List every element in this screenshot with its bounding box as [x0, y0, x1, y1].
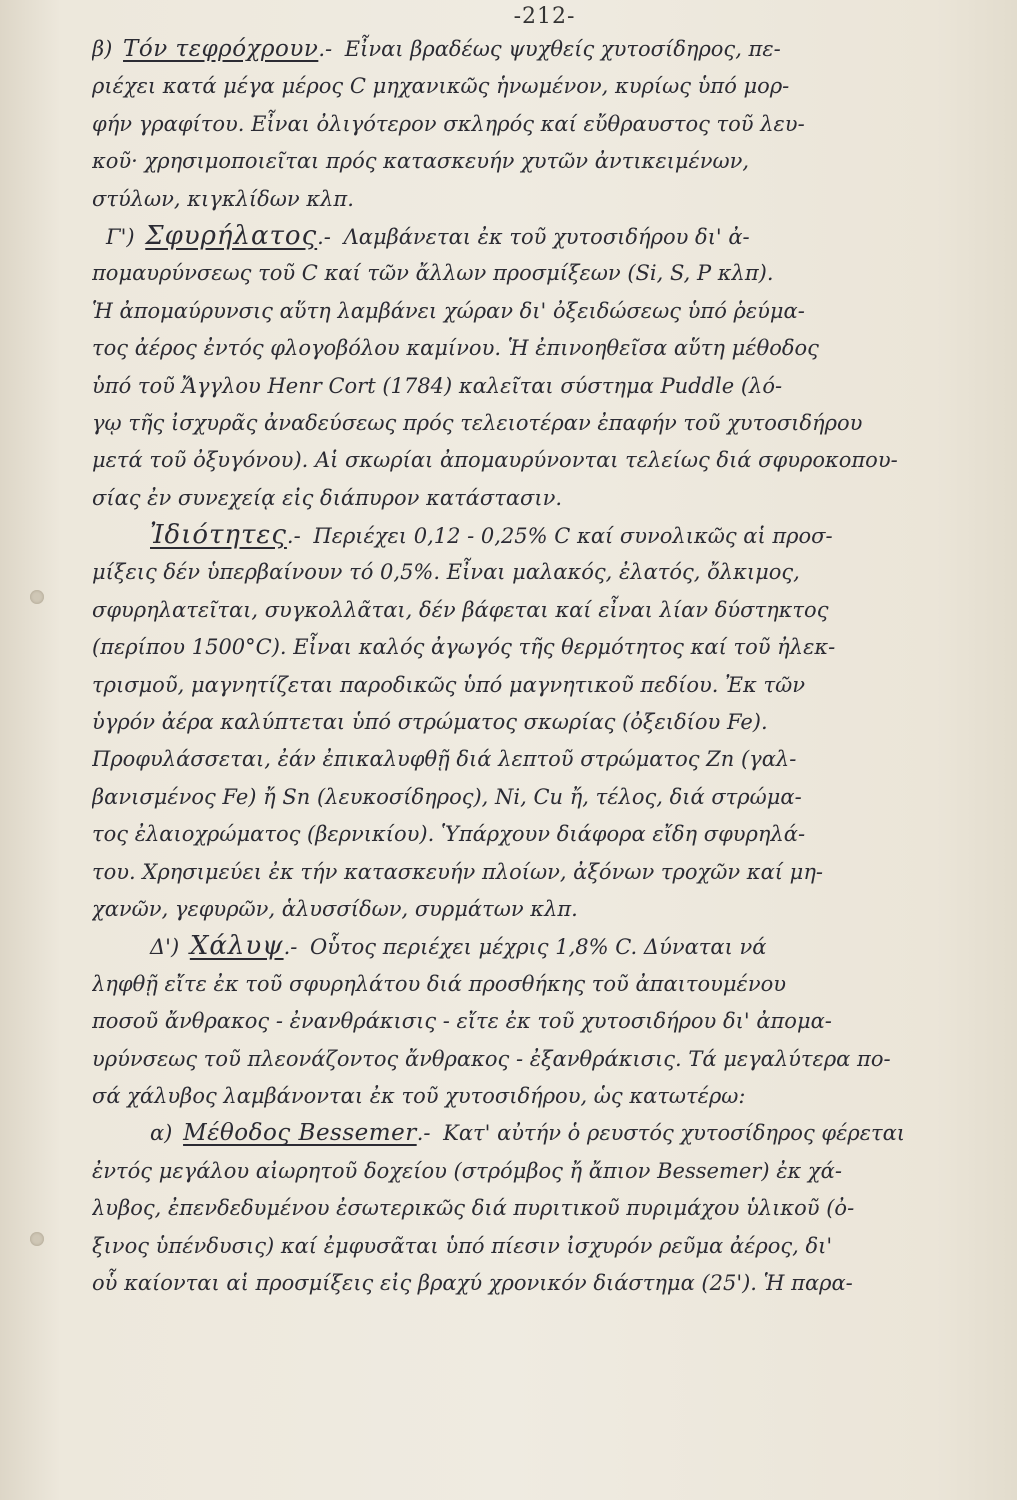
text-line: σφυρηλατεῖται, συγκολλᾶται, δέν βάφεται καί εἶναι λίαν δύστηκτος	[92, 597, 829, 622]
text-line: ξινος ὑπένδυσις) καί ἐμφυσᾶται ὑπό πίεσιν ἰσχυρόν ρεῦμα ἀέρος, δι'	[92, 1233, 833, 1258]
text-line: ὑγρόν ἀέρα καλύπτεται ὑπό στρώματος σκωρίας (ὀξειδίου Fe).	[92, 710, 768, 735]
text-line: σίας ἐν συνεχείᾳ εἰς διάπυρον κατάστασιν.	[92, 485, 563, 510]
page-number: -212-	[513, 4, 576, 29]
line-text: Λαμβάνεται ἐκ τοῦ χυτοσιδήρου δι' ἀ-	[343, 224, 750, 249]
line-text: Κατ' αὐτήν ὁ ρευστός χυτοσίδηρος φέρεται	[443, 1121, 906, 1146]
section-marker: Γ')	[106, 224, 135, 249]
text-line: ἐντός μεγάλου αἰωρητοῦ δοχείου (στρόμβος ἤ ἄπιον Bessemer) ἐκ χά-	[92, 1158, 842, 1183]
text-line: σά χάλυβος λαμβάνονται ἐκ τοῦ χυτοσιδήρου, ὡς κατωτέρω:	[92, 1083, 746, 1108]
heading-dash: .-	[286, 524, 301, 549]
text-line: τος ἀέρος ἐντός φλογοβόλου καμίνου. Ἡ ἐπινοηθεῖσα αὕτη μέθοδος	[92, 336, 819, 361]
text-line	[92, 218, 997, 255]
binder-hole	[30, 1232, 44, 1246]
section-marker: β)	[92, 37, 113, 61]
text-line: μίξεις δέν ὑπερβαίνουν τό 0,5%. Εἶναι μαλακός, ἐλατός, ὄλκιμος,	[92, 560, 800, 585]
text-line: (περίπου 1500°C). Εἶναι καλός ἀγωγός τῆς θερμότητος καί τοῦ ἠλεκ-	[92, 635, 836, 660]
text-line: στύλων, κιγκλίδων κλπ.	[92, 186, 354, 211]
heading-dash: .-	[318, 37, 333, 61]
text-line: οὗ καίονται αἱ προσμίξεις εἰς βραχύ χρονικόν διάστημα (25'). Ἡ παρα-	[92, 1270, 853, 1295]
text-line: υρύνσεως τοῦ πλεονάζοντος ἄνθρακος - ἐξανθράκισις. Τά μεγαλύτερα πο-	[92, 1046, 891, 1071]
section-heading: Σφυρήλατος	[145, 220, 318, 251]
text-line: ὑπό τοῦ Ἄγγλου Henr Cort (1784) καλεῖται σύστημα Puddle (λό-	[92, 373, 783, 398]
text-line: λυβος, ἐπενδεδυμένου ἐσωτερικῶς διά πυριτικοῦ πυριμάχου ὑλικοῦ (ὀ-	[92, 1196, 855, 1221]
section-heading: Τόν τεφρόχρουν	[123, 36, 319, 62]
text-line: Ἡ ἀπομαύρυνσις αὕτη λαμβάνει χώραν δι' ὀξειδώσεως ὑπό ῥεύμα-	[92, 298, 805, 323]
heading-dash: .-	[416, 1121, 431, 1146]
text-line: ποσοῦ ἄνθρακος - ἐνανθράκισις - εἴτε ἐκ τοῦ χυτοσιδήρου δι' ἀπομα-	[92, 1009, 832, 1034]
text-line: μετά τοῦ ὀξυγόνου). Αἱ σκωρίαι ἀπομαυρύνονται τελείως διά σφυροκοπου-	[92, 448, 898, 473]
text-line: βανισμένος Fe) ἤ Sn (λευκοσίδηρος), Ni, Cu ἤ, τέλος, διά στρώμα-	[92, 784, 802, 809]
text-line: τρισμοῦ, μαγνητίζεται παροδικῶς ὑπό μαγνητικοῦ πεδίου. Ἐκ τῶν	[92, 672, 805, 697]
line-text: Οὗτος περιέχει μέχρις 1,8% C. Δύναται νά	[310, 935, 767, 960]
section-alpha	[92, 1115, 997, 1302]
line-text: Εἶναι βραδέως ψυχθείς χυτοσίδηρος, πε-	[344, 37, 781, 61]
section-heading: Μέθοδος Bessemer	[183, 1120, 417, 1147]
text-line: Προφυλάσσεται, ἐάν ἐπικαλυφθῇ διά λεπτοῦ στρώματος Zn (γαλ-	[92, 747, 797, 772]
text-line: του. Χρησιμεύει ἐκ τήν κατασκευήν πλοίων, ἀξόνων τροχῶν καί μη-	[92, 859, 823, 884]
text-line	[92, 1115, 997, 1152]
section-marker: α)	[150, 1121, 173, 1146]
text-line: χανῶν, γεφυρῶν, ἁλυσσίδων, συρμάτων κλπ.	[92, 896, 578, 921]
text-line	[92, 928, 997, 965]
text-line: ληφθῇ εἴτε ἐκ τοῦ σφυρηλάτου διά προσθήκης τοῦ ἀπαιτουμένου	[92, 971, 786, 996]
binder-hole	[30, 590, 44, 604]
text-line: γῳ τῆς ἰσχυρᾶς ἀναδεύσεως πρός τελειοτέραν ἐπαφήν τοῦ χυτοσιδήρου	[92, 410, 863, 435]
text-line	[92, 31, 997, 68]
line-text: Περιέχει 0,12 - 0,25% C καί συνολικῶς αἱ προσ-	[313, 524, 833, 549]
text-line: φήν γραφίτου. Εἶναι ὀλιγότερον σκληρός καί εὔθραυστος τοῦ λευ-	[92, 111, 805, 136]
section-marker: Δ')	[150, 935, 180, 960]
section-heading: Χάλυψ	[189, 931, 284, 962]
text-line	[92, 517, 997, 554]
section-beta	[92, 31, 997, 218]
text-line: κοῦ· χρησιμοποιεῖται πρός κατασκευήν χυτῶν ἀντικειμένων,	[92, 149, 750, 174]
section-delta	[92, 928, 997, 1115]
heading-dash: .-	[283, 935, 298, 960]
section-heading: Ἰδιότητες	[150, 520, 287, 551]
text-line: τος ἐλαιοχρώματος (βερνικίου). Ὑπάρχουν διάφορα εἴδη σφυρηλά-	[92, 822, 806, 847]
section-properties	[92, 517, 997, 928]
section-gamma	[92, 218, 997, 517]
heading-dash: .-	[317, 224, 331, 249]
text-line: πομαυρύνσεως τοῦ C καί τῶν ἄλλων προσμίξεων (Si, S, P κλπ).	[92, 261, 774, 286]
text-line: ριέχει κατά μέγα μέρος C μηχανικῶς ἡνωμένον, κυρίως ὑπό μορ-	[92, 74, 790, 99]
